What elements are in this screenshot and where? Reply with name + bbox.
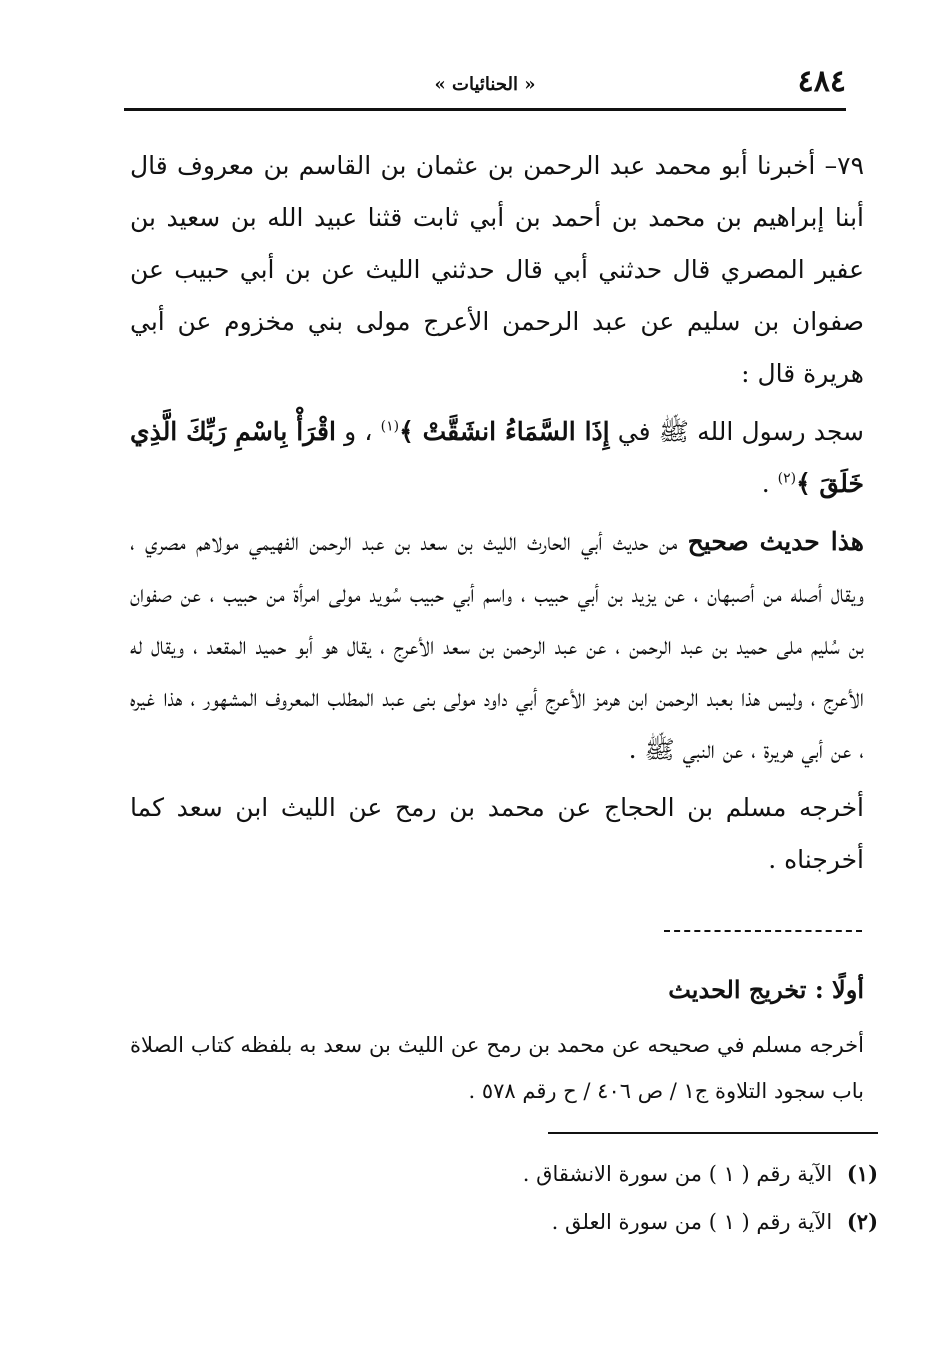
matn-text: ، و <box>344 417 373 446</box>
matn-end: . <box>761 469 770 498</box>
takhrij-section <box>130 962 864 1114</box>
isnad-line: سليم عن عبد الرحمن الأعرج مولى بني مخزوم عن أبي هريرة قال : <box>130 307 864 388</box>
footnotes <box>130 1150 878 1246</box>
section-separator <box>664 930 862 932</box>
isnad-line: إبراهيم بن محمد بن أحمد بن أبي ثابت قثنا عبيد الله بن سعيد بن عفير <box>130 203 864 284</box>
page-number: ٤٨٤ <box>797 64 846 99</box>
takhrij-text: أخرجه مسلم في صحيحه عن محمد بن رمح عن الليث بن سعد به بلفظه كتاب الصلاة باب سجود التلاوة ج١ / ص ٤٠٦ / ح رقم ٥٧٨ . <box>130 1033 864 1103</box>
takhrij-heading: أولًا : تخريج الحديث <box>668 975 864 1004</box>
muslim-note: أخرجه مسلم بن الحجاج عن محمد بن رمح عن الليث ابن سعد كما أخرجناه . <box>130 793 864 874</box>
header-rule <box>124 108 846 111</box>
main-text <box>130 140 864 886</box>
hadith-isnad <box>130 140 864 400</box>
hadith-matn <box>130 406 864 510</box>
matn-text: سجد رسول الله ﷺ في <box>617 417 864 446</box>
quran-quote-alaq: اقْرَأْ بِاسْمِ رَبِّكَ الَّذِي خَلَقَ ﴾ <box>130 417 864 498</box>
footnote-text: الآية رقم ( ١ ) من سورة الانشقاق . <box>522 1162 833 1186</box>
running-title: « الحنائيات » <box>434 73 536 95</box>
footnote-ref-2[interactable]: (٢) <box>777 470 797 487</box>
footnote-marker: (٢) <box>846 1209 878 1234</box>
footnote-2 <box>130 1198 878 1246</box>
quran-quote-inshiqaq: إِذَا السَّمَاءُ انشَقَّتْ ﴾ <box>399 417 610 446</box>
isnad-line: ٧٩– أخبرنا أبو محمد عبد الرحمن بن عثمان بن القاسم بن معروف قال أبنا <box>130 151 864 232</box>
footnote-1 <box>130 1150 878 1198</box>
footnote-marker: (١) <box>846 1161 878 1186</box>
footnote-ref-1[interactable]: (١) <box>380 418 400 435</box>
footnote-text: الآية رقم ( ١ ) من سورة العلق . <box>551 1210 833 1234</box>
grading-lead: هذا حديث صحيح <box>687 527 864 556</box>
page-header <box>124 62 846 106</box>
isnad-line: المصري قال حدثني أبي قال حدثني الليث عن بن أبي حبيب عن صفوان بن <box>130 255 865 336</box>
grading-text: من حديث أبي الحارث الليث بن سعد بن عبد الرحمن الفهيمي مولاهم مصري ، ويقال أصله من أصبهان ، عن يزيد بن أبي حبيب ، واسم أبي حبيب سُويد مولى امرأة من حبيب ، عن صفوان بن سُليم ملى حميد بن عبد الرحمن ، عن عبد الرحمن بن سعد الأعرج ، يقال هو أبو حميد المقعد ، ويقال له الأعرج ، وليس هذا بعبد الرحمن ابن هرمز الأعرج أبي داود مولى بنى عبد المطلب المعروف المشهور ، هذا غيره ، عن أبي هريرة ، عن النبي ﷺ . <box>130 527 864 764</box>
footnote-rule <box>548 1132 878 1134</box>
grading-commentary <box>130 516 864 776</box>
